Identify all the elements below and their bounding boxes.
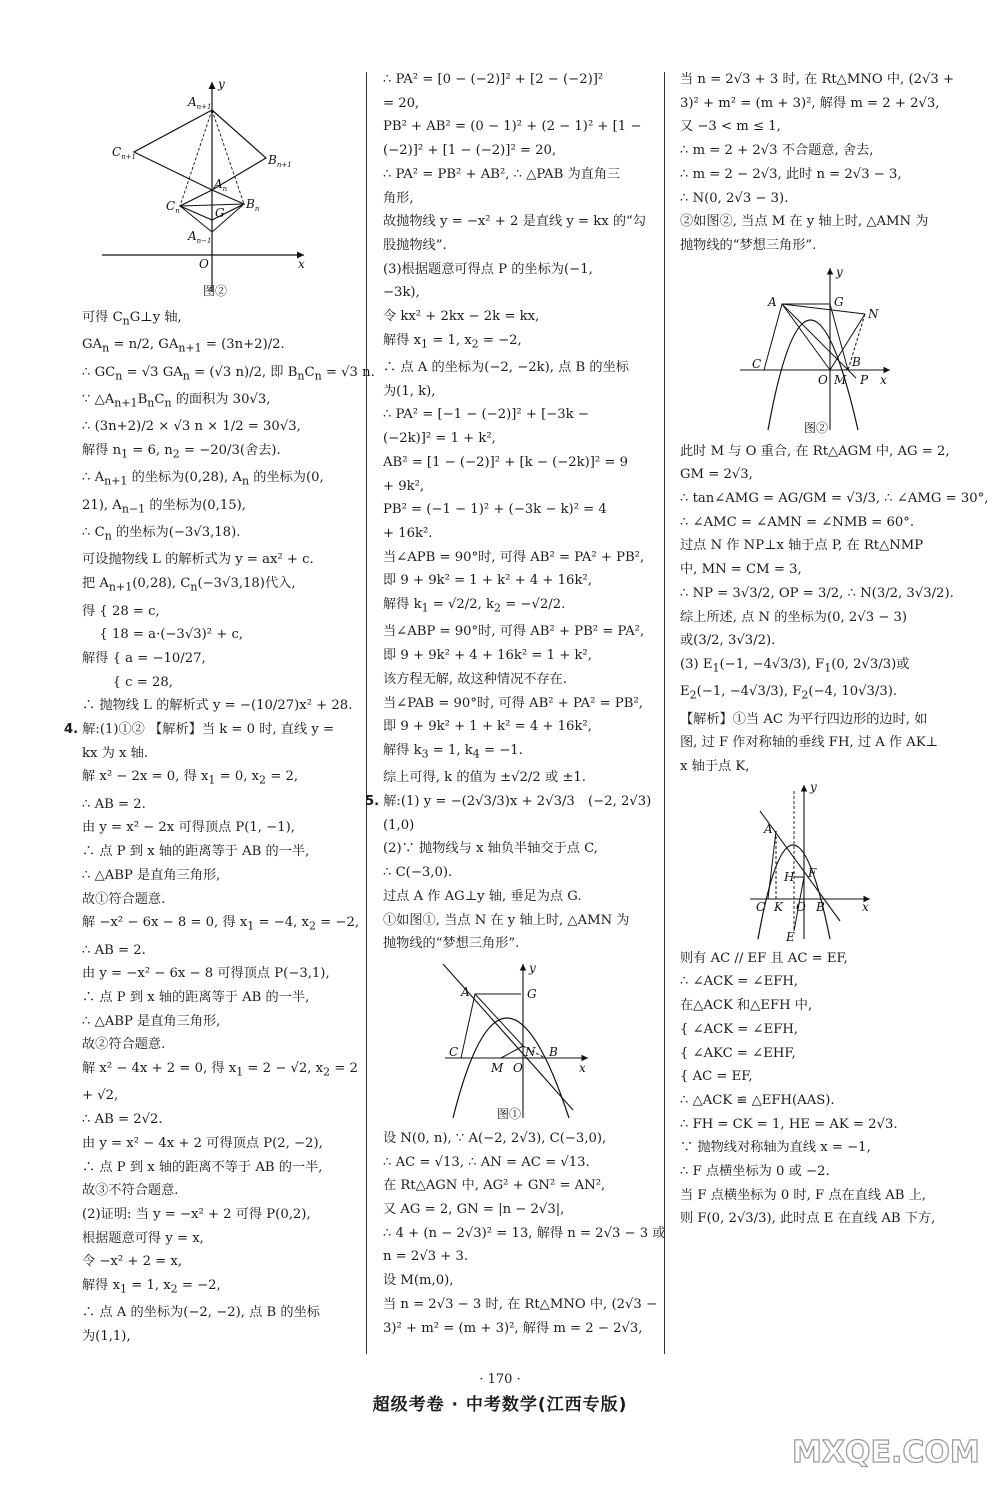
text-line: 为(1, k), (383, 383, 436, 399)
text-line: ∴ 点 P 到 x 轴的距离等于 AB 的一半, (82, 990, 310, 1006)
text-line: ∴ FH = CK = 1, HE = AK = 2√3. (680, 1116, 898, 1132)
watermark-logo (782, 1410, 982, 1480)
pt-h: H (784, 869, 795, 884)
figure-rhombus (82, 70, 322, 302)
text-line: 过点 A 作 AG⊥y 轴, 垂足为点 G. (383, 888, 582, 904)
text-line: 则 F(0, 2√3/3), 此时点 E 在直线 AB 下方, (680, 1211, 936, 1227)
text-line: 设 M(m,0), (383, 1273, 454, 1289)
text-line: 解 x² − 2x = 0, 得 $x_1 = 0$, $x_2 = 2$, (82, 769, 299, 788)
text-line: = 20, (383, 95, 420, 111)
text-line: 为(1,1), (82, 1329, 131, 1345)
text-line: 当∠PAB = 90°时, 可得 AB² + PA² = PB², (383, 695, 643, 711)
pt-k: K (774, 899, 783, 914)
text-line: 得 { 28 = c, (82, 603, 160, 619)
text-line: ∴ N(0, 2√3 − 3). (680, 190, 789, 206)
text-line: 当∠APB = 90°时, 可得 AB² = PA² + PB², (383, 549, 645, 565)
figure-3-parabola (680, 781, 950, 943)
text-line: 解得 $k_3 = 1$, $k_4 = -1$. (383, 742, 523, 761)
pt-a: A (764, 821, 773, 836)
pt-c: C (449, 1044, 459, 1059)
pt-o: O (818, 372, 828, 387)
pt-a: A (461, 984, 470, 999)
text-line: 由 y = −x² − 6x − 8 可得顶点 P(−3,1), (82, 966, 330, 982)
text-line: 由 y = x² − 2x 可得顶点 P(1, −1), (82, 820, 295, 836)
pt-m: M (834, 372, 847, 387)
text-line: $GA_n = n/2$, $GA_{n+1} = (3n+2)/2$. (82, 337, 285, 355)
text-line: ∴ 点 P 到 x 轴的距离不等于 AB 的一半, (82, 1159, 323, 1175)
figure-1-parabola (373, 958, 638, 1123)
col3-text-mid (680, 440, 989, 779)
text-line: 令 −x² + 2 = x, (82, 1254, 183, 1270)
text-line: + √2, (82, 1088, 119, 1104)
text-line: 设 N(0, n), ∵ A(−2, 2√3), C(−3,0), (383, 1130, 607, 1146)
text-line: 解 x² − 4x + 2 = 0, 得 $x_1 = 2 - √2$, $x_2 = 2$ (82, 1061, 358, 1079)
text-line: ∴ m = 2 + 2√3 不合题意, 舍去, (680, 143, 874, 159)
pt-an: $A_n$ (214, 177, 228, 193)
text-line: ∴ NP = 3√3/2, OP = 3/2, ∴ N(3/2, 3√3/2). (680, 585, 954, 601)
text-line: (−2k)]² = 1 + k², (383, 431, 496, 447)
text-line: 解 −x² − 6x − 8 = 0, 得 $x_1 = -4$, $x_2 = -2$, (82, 915, 360, 933)
text-line: 故②符合题意. (82, 1037, 166, 1053)
text-line: (2)∵ 抛物线与 x 轴负半轴交于点 C, (383, 841, 598, 857)
figure-caption: 图② (203, 284, 228, 298)
text-line: ∴ 4 + (n − 2√3)² = 13, 解得 n = 2√3 − 3 或 (383, 1225, 666, 1241)
text-line: 中, MN = CM = 3, (680, 562, 802, 578)
pt-g: G (215, 206, 225, 220)
watermark-text: MXQE.COM (792, 1435, 980, 1470)
text-line: PB² = (−1 − 1)² + (−3k − k)² = 4 (383, 502, 607, 518)
text-line: (1,0) (383, 817, 415, 833)
text-line: ∴ $GC_n = √3$ $GA_n = (√3$ n)/2, 即 $B_nC_n = √3$ n. (82, 364, 375, 383)
text-line: 当 F 点横坐标为 0 时, F 点在直线 AB 上, (680, 1187, 927, 1203)
text-line: ∴ 点 P 到 x 轴的距离等于 AB 的一半, (82, 844, 310, 860)
text-line: 当 n = 2√3 + 3 时, 在 Rt△MNO 中, (2√3 + (680, 72, 955, 87)
text-line: 【解析】①当 AC 为平行四边形的边时, 如 (680, 711, 928, 727)
text-line: ②如图②, 当点 M 在 y 轴上时, △AMN 为 (680, 214, 929, 230)
text-line: (2)证明: 当 y = −x² + 2 可得 P(0,2), (82, 1207, 311, 1222)
axis-y-label: y (529, 960, 536, 975)
text-line: (3)根据题意可得点 P 的坐标为(−1, (383, 261, 593, 277)
text-line: kx 为 x 轴. (82, 745, 149, 761)
text-line: 3)² + m² = (m + 3)², 解得 m = 2 + 2√3, (680, 95, 940, 111)
text-line: 当 n = 2√3 − 3 时, 在 Rt△MNO 中, (2√3 − (383, 1296, 658, 1312)
text-line: 又 −3 < m ≤ 1, (680, 119, 781, 135)
column-1 (64, 68, 375, 1349)
text-line: 该方程无解, 故这种情况不存在. (383, 671, 568, 687)
pt-anm1: $A_{n-1}$ (188, 229, 212, 245)
text-line: ∴ tan∠AMG = AG/GM = √3/3, ∴ ∠AMG = 30°, (680, 491, 989, 507)
text-line: 抛物线的“梦想三角形”. (680, 237, 817, 253)
text-line: { ∠ACK = ∠EFH, (680, 1021, 799, 1037)
text-line: 综上所述, 点 N 的坐标为(0, 2√3 − 3) (680, 609, 908, 625)
text-line: ∴ △ABP 是直角三角形, (82, 1013, 221, 1029)
pt-a: A (768, 294, 777, 309)
text-line: 股抛物线”. (383, 237, 447, 253)
text-line: 5. 解:(1) y = −(2√3/3)x + 2√3/3 (−2, 2√3) (365, 794, 652, 810)
text-line: 在 Rt△AGN 中, AG² + GN² = AN², (383, 1178, 606, 1194)
text-line: 过点 N 作 NP⊥x 轴于点 P, 在 Rt△NMP (680, 538, 924, 554)
axis-y-label: y (836, 264, 843, 279)
pt-bn: $B_n$ (246, 197, 260, 213)
figure-2-parabola (680, 260, 950, 436)
text-line: 可设抛物线 L 的解析式为 y = ax² + c. (82, 552, 314, 568)
pt-o: O (796, 899, 806, 914)
axis-y-label: y (810, 779, 817, 794)
text-line: ∴ 点 A 的坐标为(−2, −2), 点 B 的坐标 (82, 1305, 320, 1321)
text-line: ∴ AC = √13, ∴ AN = AC = √13. (383, 1154, 590, 1170)
col2-text-bottom (383, 1127, 666, 1340)
text-line: ∵ $\triangle A_{n+1}B_nC_n$ 的面积为 30√3, (82, 392, 271, 410)
text-line: ∴ △ACK ≌ △EFH(AAS). (680, 1092, 835, 1108)
col3-text-top (680, 68, 955, 258)
text-line: ∴ AB = 2√2. (82, 1112, 163, 1128)
text-line: 根据题意可得 y = x, (82, 1230, 204, 1246)
col3-text-bottom (680, 947, 950, 1231)
text-line: ∴ △ABP 是直角三角形, (82, 867, 221, 883)
axis-x-label: x (862, 899, 869, 914)
pt-p: P (860, 372, 869, 387)
text-line: ∴ $A_{n+1}$ 的坐标为(0,28), $A_n$ 的坐标为(0, (82, 470, 324, 489)
text-line: ∴ C(−3,0). (383, 865, 453, 881)
figure-caption: 图① (497, 1106, 522, 1121)
pt-c: C (756, 899, 766, 914)
page-number: · 170 · (479, 1372, 521, 1387)
text-line: 21), $A_{n-1}$ 的坐标为(0,15), (82, 497, 246, 516)
figure-labels (112, 77, 305, 298)
text-line: ∴ AB = 2. (82, 942, 146, 958)
text-line: x 轴于点 K, (680, 759, 750, 775)
text-line: ∴ PA² = [0 − (−2)]² + [2 − (−2)]² (383, 72, 604, 87)
text-line: ∴ F 点横坐标为 0 或 −2. (680, 1164, 830, 1180)
text-line: ∴ ∠ACK = ∠EFH, (680, 974, 799, 990)
text-line: ∵ 抛物线对称轴为直线 x = −1, (680, 1140, 871, 1156)
text-line: 解得 $k_1 = √2/2$, $k_2 = -√2/2$. (383, 597, 566, 615)
text-line: 角形, (383, 190, 414, 206)
text-line: 图, 过 F 作对称轴的垂线 FH, 过 A 作 AK⊥ (680, 735, 939, 751)
pt-b: B (816, 899, 825, 914)
figure-caption: 图② (804, 420, 829, 435)
pt-bn1: $B_{n+1}$ (268, 153, 292, 169)
text-line: { AC = EF, (680, 1069, 753, 1085)
text-line: 解得 $x_1 = 1$, $x_2 = -2$, (82, 1278, 221, 1296)
text-line: ∴ m = 2 − 2√3, 此时 n = 2√3 − 3, (680, 166, 902, 182)
text-line: 令 kx² + 2kx − 2k = kx, (383, 309, 540, 325)
text-line: 综上可得, k 的值为 ±√2/2 或 ±1. (383, 770, 586, 786)
pt-an1: $A_{n+1}$ (188, 95, 212, 111)
pt-e: E (786, 929, 795, 944)
pt-m: M (491, 1060, 504, 1075)
text-line: 解得 $x_1 = 1$, $x_2 = -2$, (383, 332, 522, 351)
pt-c: C (752, 356, 762, 371)
text-line: 故抛物线 y = −x² + 2 是直线 y = kx 的“勾 (383, 214, 646, 230)
pt-b: B (549, 1044, 558, 1059)
text-line: 把 $A_{n+1}(0,28)$, $C_n(-3√3,18)$代入, (82, 576, 296, 594)
text-line: 3)² + m² = (m + 3)², 解得 m = 2 − 2√3, (383, 1320, 643, 1336)
text-line: 解得 { a = −10/27, (82, 650, 206, 666)
column-3 (680, 68, 989, 1231)
text-line: ∴ PA² = [−1 − (−2)]² + [−3k − (383, 407, 589, 423)
col1-text (64, 306, 375, 1349)
pt-cn1: $C_{n+1}$ (112, 145, 137, 161)
text-line: (3) $E_1(-1$, −4√3/3), $F_1(0$, 2√3/3)或 (680, 656, 910, 675)
text-line: 则有 AC // EF 且 AC = EF, (680, 950, 848, 966)
pt-n: N (525, 1044, 536, 1059)
text-line: ∴ AB = 2. (82, 796, 146, 812)
pt-b: B (852, 354, 861, 369)
text-line: AB² = [1 − (−2)]² + [k − (−2k)]² = 9 (383, 454, 629, 470)
text-line: 此时 M 与 O 重合, 在 Rt△AGM 中, AG = 2, (680, 443, 950, 459)
text-line: 故③不符合题意. (82, 1183, 179, 1199)
text-line: n = 2√3 + 3. (383, 1249, 469, 1265)
text-line: 由 y = x² − 4x + 2 可得顶点 P(2, −2), (82, 1135, 323, 1151)
pt-n: N (868, 306, 879, 321)
text-line: ∴ 抛物线 L 的解析式 y = −(10/27)x² + 28. (82, 698, 353, 714)
book-title: 超级考卷 · 中考数学(江西专版) (372, 1395, 628, 1415)
text-line: 抛物线的“梦想三角形”. (383, 936, 520, 952)
text-line: $E_2(-1$, −4√3/3), $F_2(-4$, 10√3/3). (680, 684, 898, 702)
text-line: (−2)]² + [1 − (−2)]² = 20, (383, 143, 557, 159)
text-line: ∴ 点 A 的坐标为(−2, −2k), 点 B 的坐标 (383, 360, 629, 376)
text-line: PB² + AB² = (0 − 1)² + (2 − 1)² + [1 − (383, 119, 642, 135)
pt-g: G (834, 294, 844, 309)
text-line: 即 9 + 9k² = 1 + k² + 4 + 16k², (383, 573, 592, 589)
text-line: ∴ $C_n$ 的坐标为(−3√3,18). (82, 525, 241, 543)
pt-o: O (513, 1060, 523, 1075)
column-divider-left (366, 72, 367, 1354)
text-line: 在△ACK 和△EFH 中, (680, 998, 813, 1014)
axis-x-label: x (579, 1060, 586, 1075)
text-line: 或(3/2, 3√3/2). (680, 633, 776, 649)
axis-y-label: y (218, 77, 225, 91)
axis-x-label: x (880, 372, 887, 387)
text-line: 可得 $C_nG\perp y$ 轴, (82, 310, 182, 328)
column-2 (365, 68, 666, 1340)
text-line: GM = 2√3, (680, 467, 753, 483)
text-line: + 16k². (383, 526, 433, 541)
text-line: −3k), (383, 285, 420, 301)
text-line: 故①符合题意. (82, 891, 166, 907)
text-line: 解得 $n_1 = 6$, $n_2 = -20/3$(舍去). (82, 443, 281, 461)
text-line: ∴ (3n+2)/2 × √3 n × 1/2 = 30√3, (82, 419, 301, 435)
column-divider-right (664, 72, 665, 1354)
text-line: 又 AG = 2, GN = |n − 2√3|, (383, 1202, 565, 1218)
text-line: 当∠ABP = 90°时, 可得 AB² + PB² = PA², (383, 624, 645, 640)
text-line: { 18 = a·(−3√3)² + c, (82, 627, 244, 643)
col2-text-top (365, 68, 652, 956)
text-line: + 9k², (383, 478, 425, 494)
axis-x-label: x (298, 257, 305, 271)
text-line: ①如图①, 当点 N 在 y 轴上时, △AMN 为 (383, 912, 630, 928)
text-line: ∴ ∠AMC = ∠AMN = ∠NMB = 60°. (680, 514, 915, 530)
origin-label: O (199, 257, 209, 271)
pt-cn: $C_n$ (166, 199, 180, 215)
text-line: ∴ PA² = PB² + AB², ∴ △PAB 为直角三 (383, 166, 621, 182)
text-line: 即 9 + 9k² + 1 + k² = 4 + 16k², (383, 719, 592, 735)
text-line: { ∠AKC = ∠EHF, (680, 1045, 796, 1061)
text-line: 即 9 + 9k² + 4 + 16k² = 1 + k², (383, 648, 592, 664)
text-line: { c = 28, (82, 674, 173, 690)
pt-g: G (527, 986, 537, 1001)
text-line: 4. 解:(1)①② 【解析】当 k = 0 时, 直线 y = (64, 722, 335, 738)
pt-f: F (808, 865, 817, 880)
